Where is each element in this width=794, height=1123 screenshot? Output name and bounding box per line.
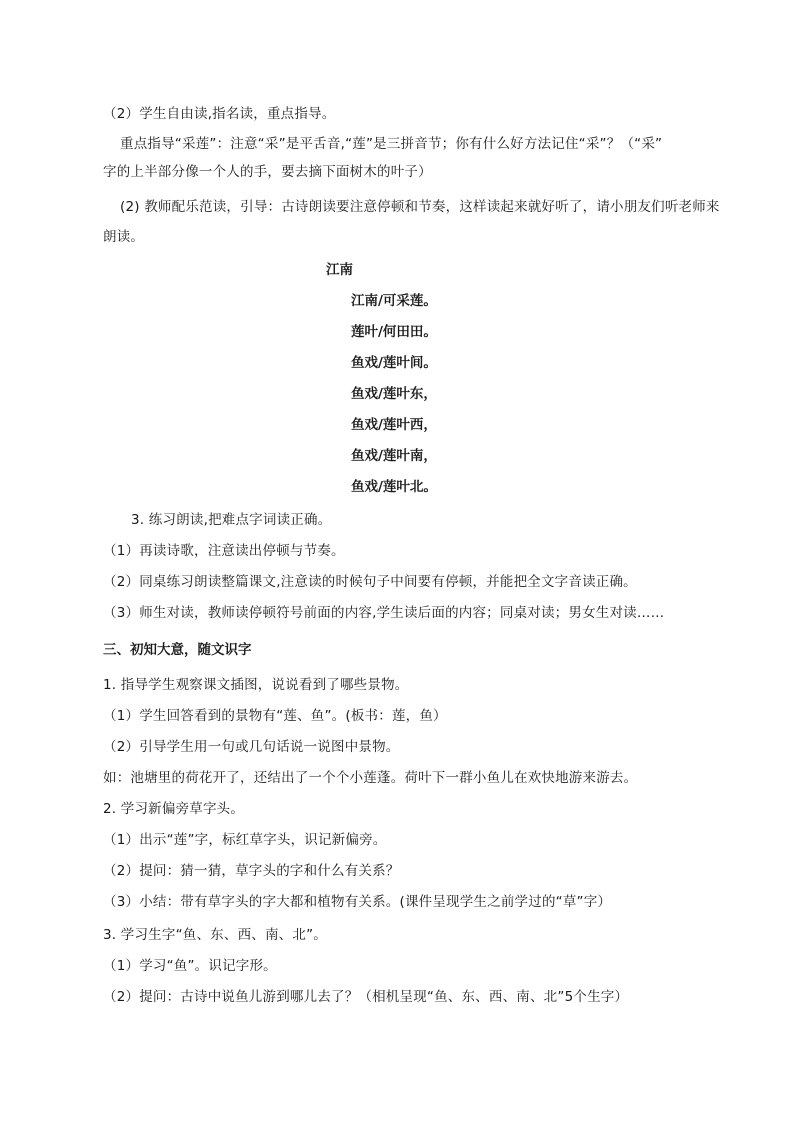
section-line: 2. 学习新偏旁草字头。 [103, 801, 245, 817]
section-line: （1）学习“鱼”。识记字形。 [103, 958, 277, 974]
poem-line: 鱼戏/莲叶东， [351, 386, 437, 402]
poem-line: 鱼戏/莲叶北。 [351, 479, 437, 495]
paragraph-teacher-reading-line2: 朗读。 [103, 229, 145, 245]
paragraph-teacher-reading-line1: (2) 教师配乐范读，引导：古诗朗读要注意停顿和节奏，这样读起来就好听了，请小朋友们听老师来 [120, 199, 720, 215]
section-line: （2）提问：猜一猜，草字头的字和什么有关系？ [103, 863, 400, 879]
paragraph-key-guidance-line2: 字的上半部分像一个人的手，要去摘下面树木的叶子） [103, 164, 432, 180]
section-line: （1）出示“莲”字，标红草字头，识记新偏旁。 [103, 832, 387, 848]
poem-line: 莲叶/何田田。 [351, 324, 437, 340]
practice-item: （2）同桌练习朗读整篇课文,注意读的时候句子中间要有停顿，并能把全文字音读正确。 [103, 574, 637, 590]
section-line: 如：池塘里的荷花开了，还结出了一个个小莲蓬。荷叶下一群小鱼儿在欢快地游来游去。 [103, 770, 638, 786]
practice-item: （3）师生对读，教师读停顿符号前面的内容,学生读后面的内容；同桌对读；男女生对读…… [103, 605, 665, 621]
section-line: 3. 学习生字“鱼、东、西、南、北”。 [103, 927, 327, 943]
poem-line: 江南/可采莲。 [351, 293, 437, 309]
section-line: （2）提问：古诗中说鱼儿游到哪儿去了？（相机呈现“鱼、东、西、南、北”5个生字） [103, 989, 629, 1005]
poem-line: 鱼戏/莲叶西， [351, 417, 437, 433]
paragraph-key-guidance-line1: 重点指导“采莲”：注意“采”是平舌音,“莲”是三拼音节；你有什么好方法记住“采”？（“采” [120, 136, 663, 152]
poem-line: 鱼戏/莲叶间。 [351, 355, 437, 371]
section-line: （3）小结：带有草字头的字大都和植物有关系。(课件呈现学生之前学过的“草”字） [103, 894, 612, 910]
section-line: 1. 指导学生观察课文插图，说说看到了哪些景物。 [103, 677, 409, 693]
poem-title: 江南 [326, 262, 353, 278]
poem-line: 鱼戏/莲叶南， [351, 448, 437, 464]
section-line: （2）引导学生用一句或几句话说一说图中景物。 [103, 739, 400, 755]
practice-item: （1）再读诗歌，注意读出停顿与节奏。 [103, 543, 345, 559]
paragraph-free-reading: （2）学生自由读,指名读，重点指导。 [103, 106, 336, 122]
section-line: （1）学生回答看到的景物有“莲、鱼”。(板书：莲，鱼） [103, 708, 447, 724]
practice-title: 3. 练习朗读,把难点字词读正确。 [131, 512, 332, 528]
section-heading: 三、初知大意，随文识字 [103, 642, 252, 658]
